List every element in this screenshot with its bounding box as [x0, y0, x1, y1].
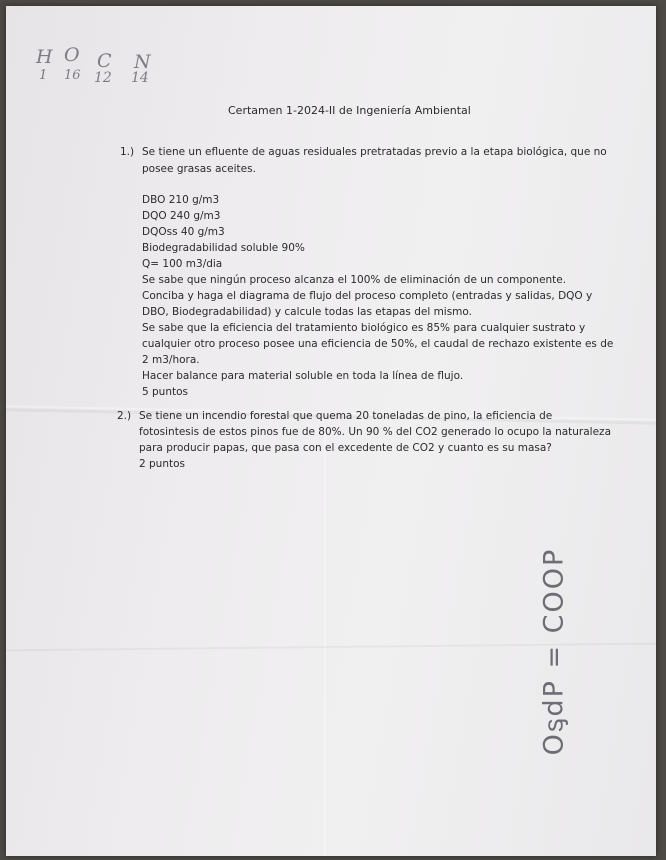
exam-title: Certamen 1-2024-II de Ingeniería Ambiental: [228, 104, 471, 117]
param-dqo: DQO 240 g/m3: [142, 210, 221, 222]
question1-intro-line1: Se tiene un efluente de aguas residuales pretratadas previo a la etapa biológica, que no: [142, 146, 607, 158]
handwritten-symbol-o: O: [64, 44, 80, 66]
question1-body-line3: DBO, Biodegradabilidad) y calcule todas las etapas del mismo.: [142, 306, 472, 318]
fold-crease-vertical: [324, 426, 326, 856]
question1-body-line5: cualquier otro proceso posee una eficiencia de 50%, el caudal de rechazo existente es de: [142, 338, 614, 350]
handwritten-mass-c: 12: [94, 70, 112, 86]
param-dqoss: DQOss 40 g/m3: [142, 226, 225, 238]
handwritten-symbol-n: N: [134, 51, 151, 73]
question1-body-line7: Hacer balance para material soluble en toda la línea de flujo.: [142, 370, 464, 382]
handwritten-symbol-c: C: [97, 50, 112, 72]
param-biodegradability: Biodegradabilidad soluble 90%: [142, 242, 305, 254]
handwritten-mass-o: 16: [64, 68, 81, 83]
handwritten-margin-note: OᶊdP = COOP: [538, 547, 570, 756]
question1-number: 1.): [120, 146, 135, 158]
question1-points: 5 puntos: [142, 386, 189, 398]
question2-line3: para producir papas, que pasa con el excedente de CO2 y cuanto es su masa?: [139, 442, 552, 454]
handwritten-mass-h: 1: [39, 68, 48, 83]
question2-points: 2 puntos: [139, 458, 186, 470]
exam-sheet: [6, 6, 656, 856]
question2-line2: fotosintesis de estos pinos fue de 80%. Un 90 % del CO2 generado lo ocupo la naturaleza: [139, 426, 611, 438]
handwritten-symbol-h: H: [36, 46, 53, 68]
question2-number: 2.): [117, 410, 132, 422]
param-dbo: DBO 210 g/m3: [142, 194, 220, 206]
question2-line1: Se tiene un incendio forestal que quema 20 toneladas de pino, la eficiencia de: [139, 410, 553, 422]
question1-body-line6: 2 m3/hora.: [142, 354, 200, 366]
question1-body-line2: Conciba y haga el diagrama de flujo del proceso completo (entradas y salidas, DQO y: [142, 290, 593, 302]
param-flow: Q= 100 m3/dia: [142, 258, 223, 270]
question1-body-line1: Se sabe que ningún proceso alcanza el 100% de eliminación de un componente.: [142, 274, 567, 286]
handwritten-mass-n: 14: [131, 70, 149, 86]
question1-body-line4: Se sabe que la eficiencia del tratamiento biológico es 85% para cualquier sustrato y: [142, 322, 586, 334]
question1-intro-line2: posee grasas aceites.: [142, 163, 256, 175]
